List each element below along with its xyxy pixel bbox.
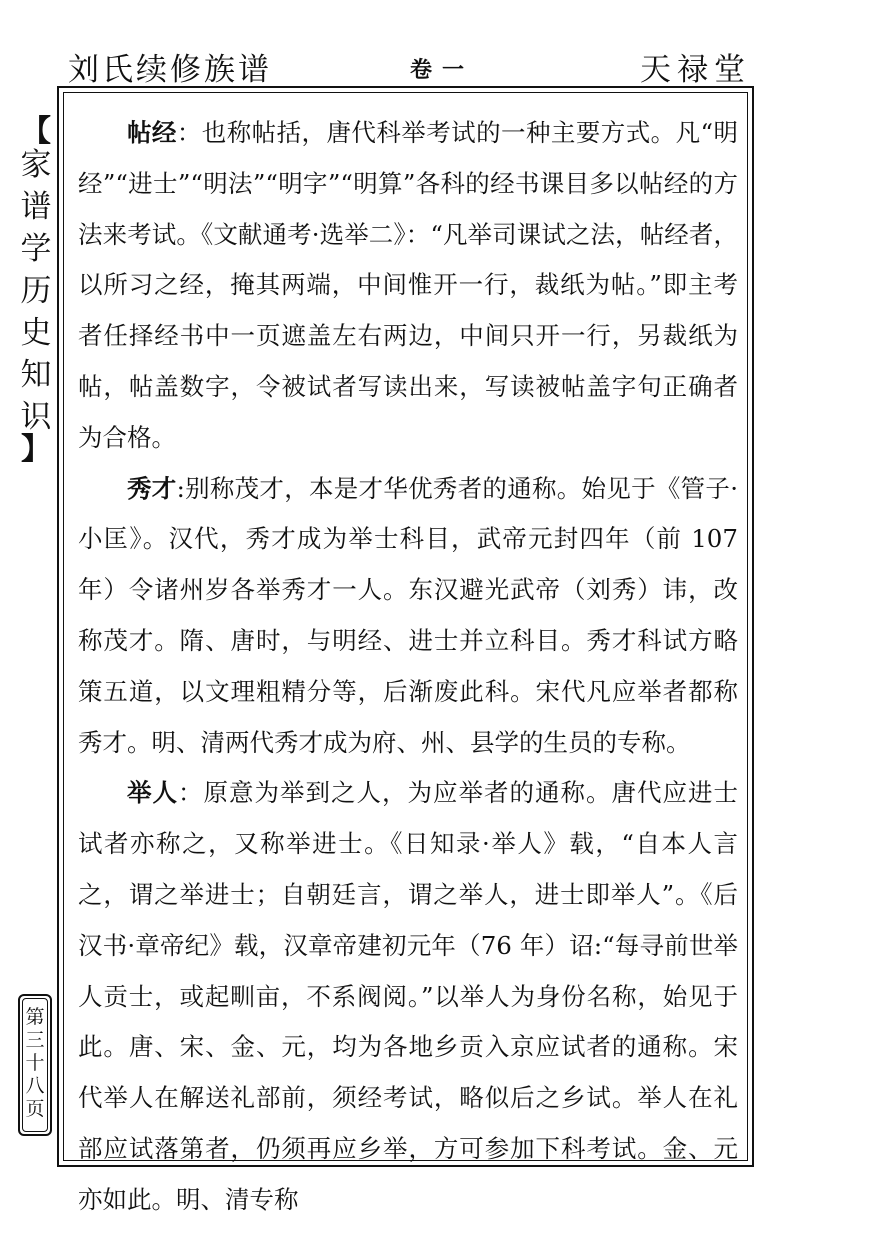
bracket-open: 【 — [21, 114, 51, 149]
bracket-close: 】 — [21, 432, 51, 467]
section-title-char: 家 — [20, 147, 52, 183]
section-title-char: 学 — [20, 231, 52, 267]
section-title-char: 谱 — [20, 189, 52, 225]
entry-term: 举人 — [127, 778, 178, 808]
entry-text: :别称茂才，本是才华优秀者的通称。始见于《管子·小匡》。汉代，秀才成为举士科目，武帝元封四年（前 107 年）令诸州岁各举秀才一人。东汉避光武帝（刘秀）讳，改称茂才。隋、唐时，与明经、进士并立科目。秀才科试方略策五道，以文理粗精分等，后渐废此科。宋代凡应举者都称秀才。明、清两代秀才成为府、州、县学的生员的专称。 — [78, 473, 738, 757]
entry-text: ：原意为举到之人，为应举者的通称。唐代应进士试者亦称之，又称举进士。《日知录·举人》载，“自本人言之，谓之举进士；自朝廷言，谓之举人，进士即举人”。《后汉书·章帝纪》载，汉章帝建初元年（76 年）诏:“每寻前世举人贡士，或起甽亩，不系阀阅。”以举人为身份名称，始见于此。唐、宋、金、元，均为各地乡贡入京应试者的通称。宋代举人在解送礼部前，须经考试，略似后之乡试。举人在礼部应试落第者，仍须再应乡举，方可参加下科考试。金、元亦如此。明、清专称 — [78, 778, 738, 1214]
section-title-char: 知 — [20, 357, 52, 393]
hall-name: 天禄堂 — [640, 52, 751, 88]
section-title-vertical — [16, 114, 56, 467]
entry-paragraph — [78, 108, 738, 464]
article-body — [78, 108, 738, 1226]
section-title-char: 历 — [20, 273, 52, 309]
page-number-char: 页 — [25, 1098, 45, 1120]
section-title-char: 识 — [20, 399, 52, 435]
entry-paragraph — [78, 464, 738, 769]
page-number-char: 十 — [25, 1052, 45, 1074]
entry-text: ：也称帖括，唐代科举考试的一种主要方式。凡“明经”“进士”“明法”“明字”“明算”各科的经书课目多以帖经的方法来考试。《文献通考·选举二》：“凡举司课试之法，帖经者，以所习之经，掩其两端，中间惟开一行，裁纸为帖。”即主考者任择经书中一页遮盖左右两边，中间只开一行，另裁纸为帖，帖盖数字，令被试者写读出来，写读被帖盖字句正确者为合格。 — [78, 118, 738, 452]
entry-term: 帖经 — [127, 118, 177, 147]
entry-term: 秀才 — [127, 473, 177, 503]
page-number-vertical — [18, 994, 52, 1136]
page-number-char: 八 — [25, 1075, 45, 1097]
section-title-char: 史 — [20, 315, 52, 351]
volume-label: 卷一 — [410, 57, 475, 83]
page-number-char: 第 — [25, 1006, 45, 1028]
genealogy-title: 刘氏续修族谱 — [68, 52, 272, 88]
entry-paragraph — [78, 768, 738, 1225]
page-number-char: 三 — [25, 1029, 45, 1051]
